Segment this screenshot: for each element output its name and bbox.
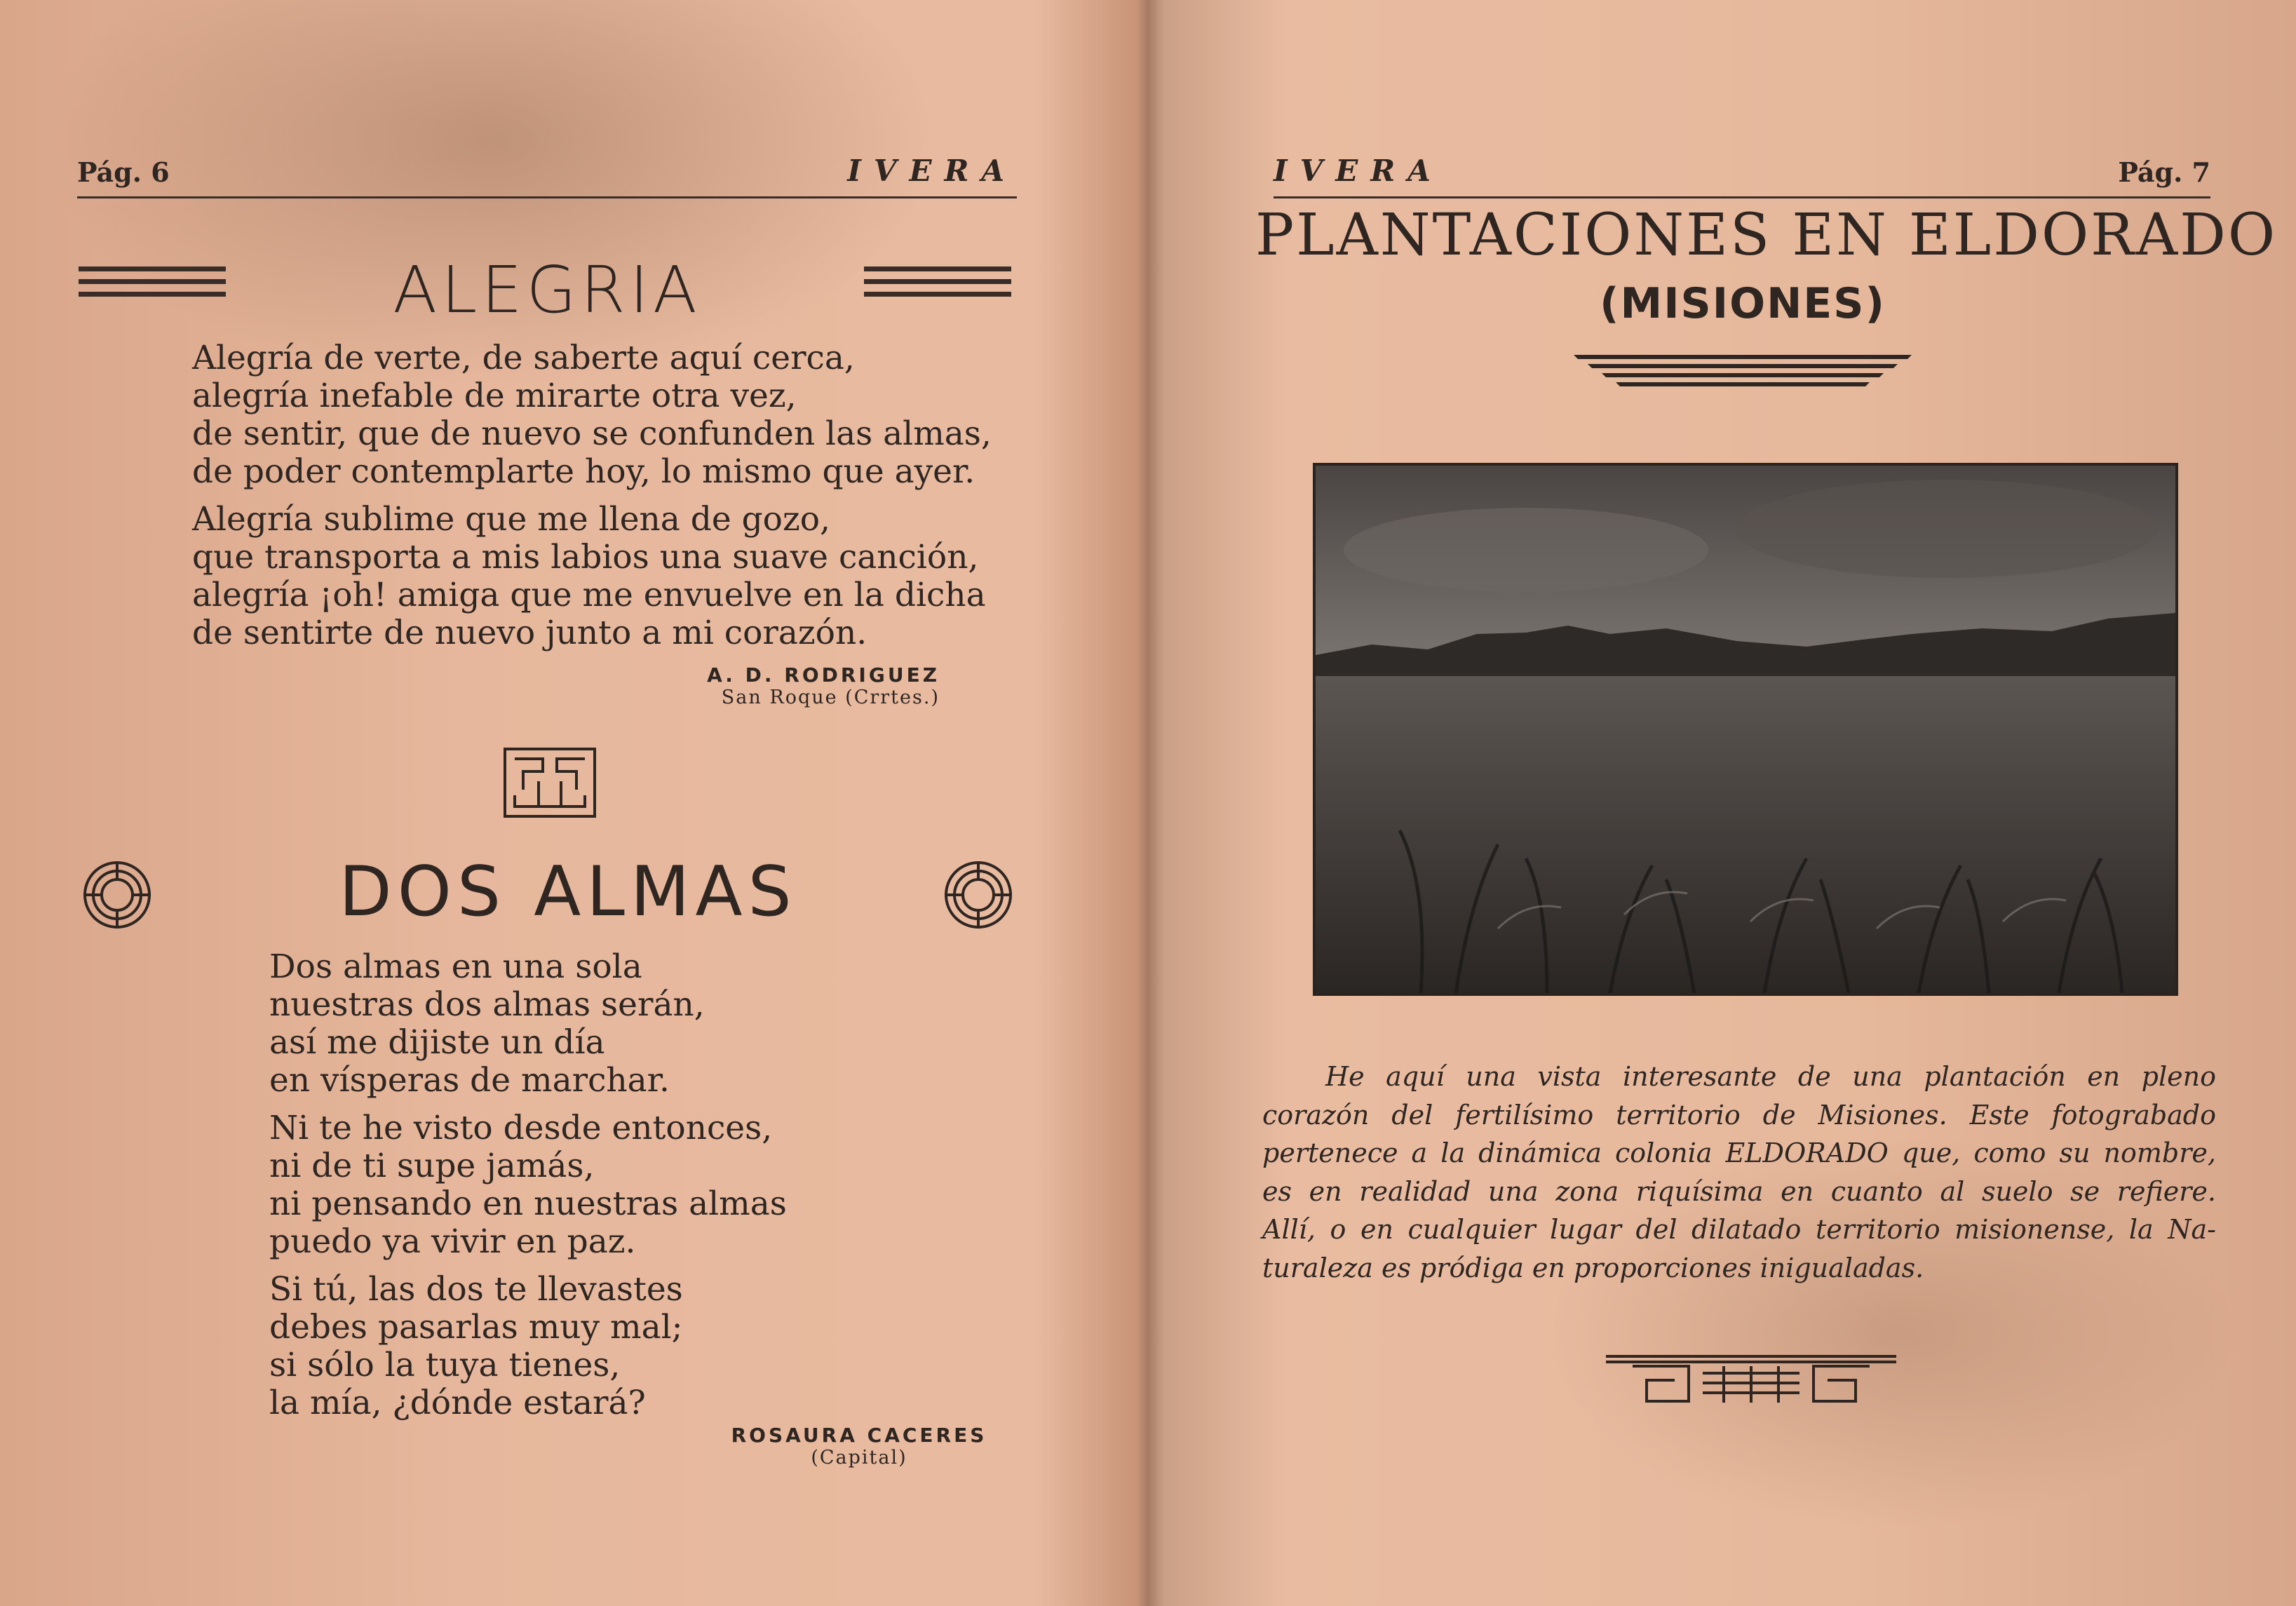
stanza bbox=[192, 339, 992, 491]
magazine-name: IVERA bbox=[847, 154, 1017, 188]
poem-title: ALEGRIA bbox=[393, 252, 701, 328]
page-header-right bbox=[1274, 147, 2210, 198]
poem-alegria bbox=[192, 339, 992, 662]
caption-line: He aquí una vista interesante de una plantación en pleno bbox=[1325, 1061, 2216, 1092]
circle-ornament-right-icon bbox=[940, 858, 1017, 931]
caption-line: Allí, o en cualquier lugar del dilatado territorio misionense, la Na- bbox=[1262, 1214, 2216, 1245]
poem-line: debes pasarlas muy mal; bbox=[269, 1308, 683, 1347]
poem-line: Alegría sublime que me llena de gozo, bbox=[192, 500, 830, 539]
poem-title: DOS ALMAS bbox=[339, 852, 797, 932]
poem-line: así me dijiste un día bbox=[269, 1023, 605, 1062]
poem-line: ni pensando en nuestras almas bbox=[269, 1185, 787, 1223]
circle-ornament-left-icon bbox=[79, 858, 156, 931]
poem-line: de sentir, que de nuevo se confunden las almas, bbox=[192, 414, 992, 453]
article-subtitle: (MISIONES) bbox=[1600, 279, 1886, 328]
stanza bbox=[269, 1109, 787, 1261]
title-ornament-left bbox=[79, 266, 226, 310]
article-title: PLANTACIONES EN ELDORADO bbox=[1255, 202, 2278, 269]
poem-line: Si tú, las dos te llevastes bbox=[269, 1270, 683, 1309]
photo-caption bbox=[1262, 1058, 2216, 1287]
title-divider-ornament bbox=[1574, 355, 1912, 390]
poem-signature bbox=[631, 663, 940, 708]
caption-line: pertenece a la dinámica colonia ELDORADO que, como su nombre, bbox=[1262, 1138, 2216, 1168]
magazine-name: IVERA bbox=[1274, 154, 1443, 188]
caption-line: es en realidad una zona riquísima en cuanto al suelo se refiere. bbox=[1262, 1175, 2216, 1207]
author-place: San Roque (Crrtes.) bbox=[721, 687, 940, 708]
poem-line: Ni te he visto desde entonces, bbox=[269, 1109, 773, 1147]
poem-line: nuestras dos almas serán, bbox=[269, 985, 705, 1024]
square-ornament-icon bbox=[502, 746, 597, 819]
caption-line: corazón del fertilísimo territorio de Misiones. Este fotograbado bbox=[1262, 1099, 2216, 1131]
poem-line: si sólo la tuya tienes, bbox=[269, 1346, 621, 1384]
poem-line: puedo ya vivir en paz. bbox=[269, 1222, 636, 1261]
bottom-ornament bbox=[1605, 1352, 1898, 1407]
poem-dos-almas bbox=[269, 948, 787, 1432]
left-page bbox=[0, 0, 1136, 1606]
title-ornament-right bbox=[864, 266, 1011, 310]
right-page bbox=[1136, 0, 2296, 1606]
poem-line: alegría inefable de mirarte otra vez, bbox=[192, 377, 797, 415]
author-name: ROSAURA CACERES bbox=[731, 1424, 987, 1447]
poem-line: Alegría de verte, de saberte aquí cerca, bbox=[192, 339, 855, 377]
poem-line: de poder contemplarte hoy, lo mismo que ayer. bbox=[192, 452, 975, 491]
poem-line: de sentirte de nuevo junto a mi corazón. bbox=[192, 614, 867, 652]
author-place: (Capital) bbox=[811, 1447, 907, 1469]
poem-line: Dos almas en una sola bbox=[269, 947, 642, 986]
page-number: Pág. 7 bbox=[2118, 156, 2210, 188]
poem-line: ni de ti supe jamás, bbox=[269, 1147, 595, 1185]
stanza bbox=[192, 501, 992, 652]
page-number: Pág. 6 bbox=[77, 156, 170, 188]
poem-line: en vísperas de marchar. bbox=[269, 1061, 670, 1100]
author-name: A. D. RODRIGUEZ bbox=[707, 663, 940, 687]
stanza bbox=[269, 948, 787, 1100]
page-header-left bbox=[77, 147, 1017, 198]
caption-line: turaleza es pródiga en proporciones inigualadas. bbox=[1262, 1252, 1924, 1283]
poem-line: alegría ¡oh! amiga que me envuelve en la dicha bbox=[192, 576, 986, 614]
stanza bbox=[269, 1271, 787, 1422]
plantation-photo bbox=[1313, 463, 2178, 996]
poem-line: la mía, ¿dónde estará? bbox=[269, 1384, 646, 1422]
poem-signature bbox=[715, 1424, 1003, 1469]
poem-line: que transporta a mis labios una suave canción, bbox=[192, 538, 979, 576]
